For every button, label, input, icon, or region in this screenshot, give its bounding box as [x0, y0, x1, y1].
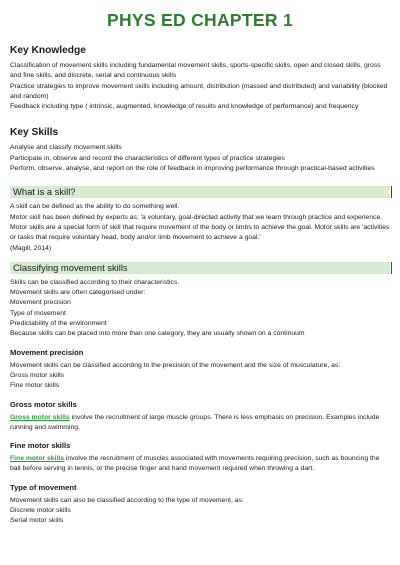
key-skills-list [10, 143, 390, 174]
type-of-movement-body [10, 496, 390, 527]
body-line: Motor skill has been defined by experts as; 'a voluntary, goal-directed activity that we learn through practice and experience. Motor skills are a special form of skill that require movement of the body or limbs to achieve the goal. Motor skills are 'activities or tasks that require voluntary head, body and/or limb movement to achieve a goal.' [10, 213, 390, 242]
key-skills-line: Perform, observe, analyse, and report on the role of feedback in improving performance through practical-based activities [10, 165, 375, 173]
classifying-body [10, 278, 390, 340]
body-line: A skill can be defined as the ability to do something well. [10, 203, 180, 211]
key-skills-line: Participate in, observe and record the characteristics of different types of practice strategies [10, 154, 285, 162]
key-knowledge-line: Classification of movement skills including fundamental movement skills, sports-specific skills, open and closed skills, gross and fine skills, and discrete, serial and continuous skills [10, 62, 381, 80]
page-title: PHYS ED CHAPTER 1 [107, 10, 293, 30]
body-line: Gross motor skills [10, 371, 65, 379]
movement-precision-body [10, 361, 390, 392]
body-line: Movement skills can also be classified according to the type of movement, as: [10, 496, 244, 504]
key-knowledge-heading: Key Knowledge [10, 45, 86, 56]
type-of-movement-heading: Type of movement [10, 482, 77, 492]
fine-motor-text: involve the recruitment of muscles associated with movements requiring precision, such as bouncing the ball before serving in tennis, or the precise finger and hand movement required when throwing a dart. [10, 455, 380, 473]
gross-motor-link[interactable]: Gross motor skills [10, 413, 70, 421]
body-line: Because skills can be placed into more than one category, they are usually shown on a continuum [10, 330, 305, 338]
body-line: Movement skills are often categorised under: [10, 289, 146, 297]
gross-motor-heading: Gross motor skills [10, 399, 77, 409]
body-line: Movement skills can be classified according to the precision of the movement and the size of musculature, as: [10, 361, 341, 369]
body-line: Fine motor skills [10, 382, 60, 390]
section-bar-classifying [10, 262, 390, 274]
fine-motor-paragraph [10, 454, 390, 475]
body-line: Movement precision [10, 299, 71, 307]
fine-motor-link[interactable]: Fine motor skills [10, 455, 65, 463]
what-is-skill-heading: What is a skill? [13, 186, 76, 198]
gross-motor-text: involve the recruitment of large muscle groups. There is less emphasis on precision. Examples include running and swimming. [10, 413, 380, 431]
body-line: Discrete motor skills [10, 507, 71, 515]
body-line: Serial motor skills [10, 517, 64, 525]
movement-precision-heading: Movement precision [10, 347, 84, 357]
bar-marker [391, 262, 392, 274]
body-line: Predictability of the environment [10, 320, 107, 328]
key-knowledge-list [10, 61, 390, 112]
classifying-heading: Classifying movement skills [13, 261, 128, 273]
what-is-skill-body [10, 202, 390, 253]
key-skills-heading: Key Skills [10, 127, 59, 139]
bar-marker [391, 186, 392, 198]
fine-motor-heading: Fine motor skills [10, 441, 71, 451]
body-line: Skills can be classified according to their characteristics. [10, 278, 180, 286]
body-line: Type of movement [10, 309, 66, 317]
key-skills-line: Analyse and classify movement skills [10, 144, 122, 152]
section-bar-what-is-skill [10, 186, 390, 198]
key-knowledge-line: Feedback including type ( intrinsic, augmented, knowledge of results and knowledge of performance) and frequency [10, 103, 359, 111]
gross-motor-paragraph [10, 413, 390, 434]
citation: (Magill, 2014) [10, 244, 52, 252]
key-knowledge-line: Practice strategies to improve movement skills including amount, distribution (massed and distributed) and variability (blocked and random) [10, 82, 388, 100]
